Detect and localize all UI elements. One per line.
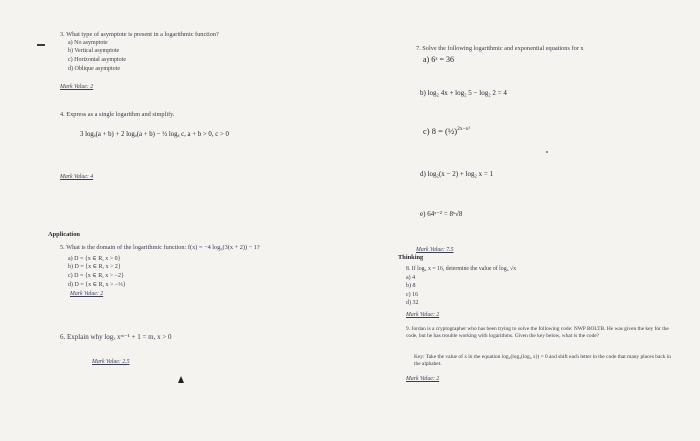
q7-part-c-exponent: 2x−x² <box>457 126 471 133</box>
q8-mark-value: Mark Value: 2 <box>406 312 440 318</box>
q3-question: 3. What type of asymptote is present in a logarithmic function? <box>60 31 219 38</box>
q7-part-c <box>423 126 470 136</box>
thinking-heading: Thinking <box>398 254 424 261</box>
q3-option-b[interactable]: b) Vertical asymptote <box>68 48 120 54</box>
q5-option-b[interactable]: b) D = {x ∈ R, x > 2} <box>68 264 121 270</box>
application-heading: Application <box>48 231 80 238</box>
q7-part-a: a) 6ˣ = 36 <box>423 55 455 64</box>
q9-question: 9. Jordan is a cryptographer who has been trying to solve the following code: NWP BOLTB. He was given the key for the code, but he has trouble working with logarithms. Given the key below, what is the code? <box>406 326 669 339</box>
q9-mark-value: Mark Value: 2 <box>406 376 440 382</box>
q3-option-c[interactable]: c) Horizontal asymptote <box>68 57 126 63</box>
q5-option-d[interactable]: d) D = {x ∈ R, x > −⅓} <box>68 282 126 288</box>
q4-question: 4. Express as a single logarithm and simplify. <box>60 111 175 118</box>
mouse-cursor-icon <box>178 376 184 383</box>
stray-mark <box>546 151 548 153</box>
q3-mark-value: Mark Value: 2 <box>60 84 94 90</box>
q6-question: 6. Explain why logₓ xᵐ⁻¹ + 1 = m, x > 0 <box>60 333 172 341</box>
q5-mark-value: Mark Value: 2 <box>70 291 104 297</box>
q6-mark-value: Mark Value: 2.5 <box>92 359 130 365</box>
q7-mark-value: Mark Value: 7.5 <box>416 247 454 253</box>
q7-part-d: d) log₂(x − 2) + log₂ x = 1 <box>420 170 494 178</box>
q7-question: 7. Solve the following logarithmic and exponential equations for x <box>416 45 584 52</box>
q7-part-e: e) 64ˣ⁻² = 8ˣ√8 <box>420 210 463 218</box>
q5-option-a[interactable]: a) D = {x ∈ R, x > 0} <box>68 256 121 262</box>
q9-key: Key: Take the value of x in the equation log₂(log₃(log₄ x)) = 0 and shift each letter in the code that many places back in the alphabet. <box>414 354 671 367</box>
q7-part-c-base: c) 8 = (½) <box>423 126 458 136</box>
q8-option-c[interactable]: c) 16 <box>406 292 419 298</box>
q4-mark-value: Mark Value: 4 <box>60 174 94 180</box>
q5-option-c[interactable]: c) D = {x ∈ R, x > −2} <box>68 273 124 279</box>
q3-option-d[interactable]: d) Oblique asymptote <box>68 66 120 72</box>
q8-option-d[interactable]: d) 32 <box>406 300 419 306</box>
q4-expression: 3 logₐ(a + b) + 2 logₐ(a + b) − ½ logₐ c, a + b > 0, c > 0 <box>80 131 229 138</box>
q7-part-b: b) log₂ 4x + log₂ 5 − log₂ 2 = 4 <box>420 89 507 97</box>
q8-question: 8. If log₄ x = 16, determine the value of log₄ √x <box>406 266 517 272</box>
q5-question: 5. What is the domain of the logarithmic function: f(x) = −4 log₃(3(x + 2)) − 1? <box>60 244 260 251</box>
q8-option-b[interactable]: b) 8 <box>406 283 416 289</box>
q3-option-a[interactable]: a) No asymptote <box>68 40 108 46</box>
current-question-marker <box>37 44 45 46</box>
q8-option-a[interactable]: a) 4 <box>406 275 416 281</box>
